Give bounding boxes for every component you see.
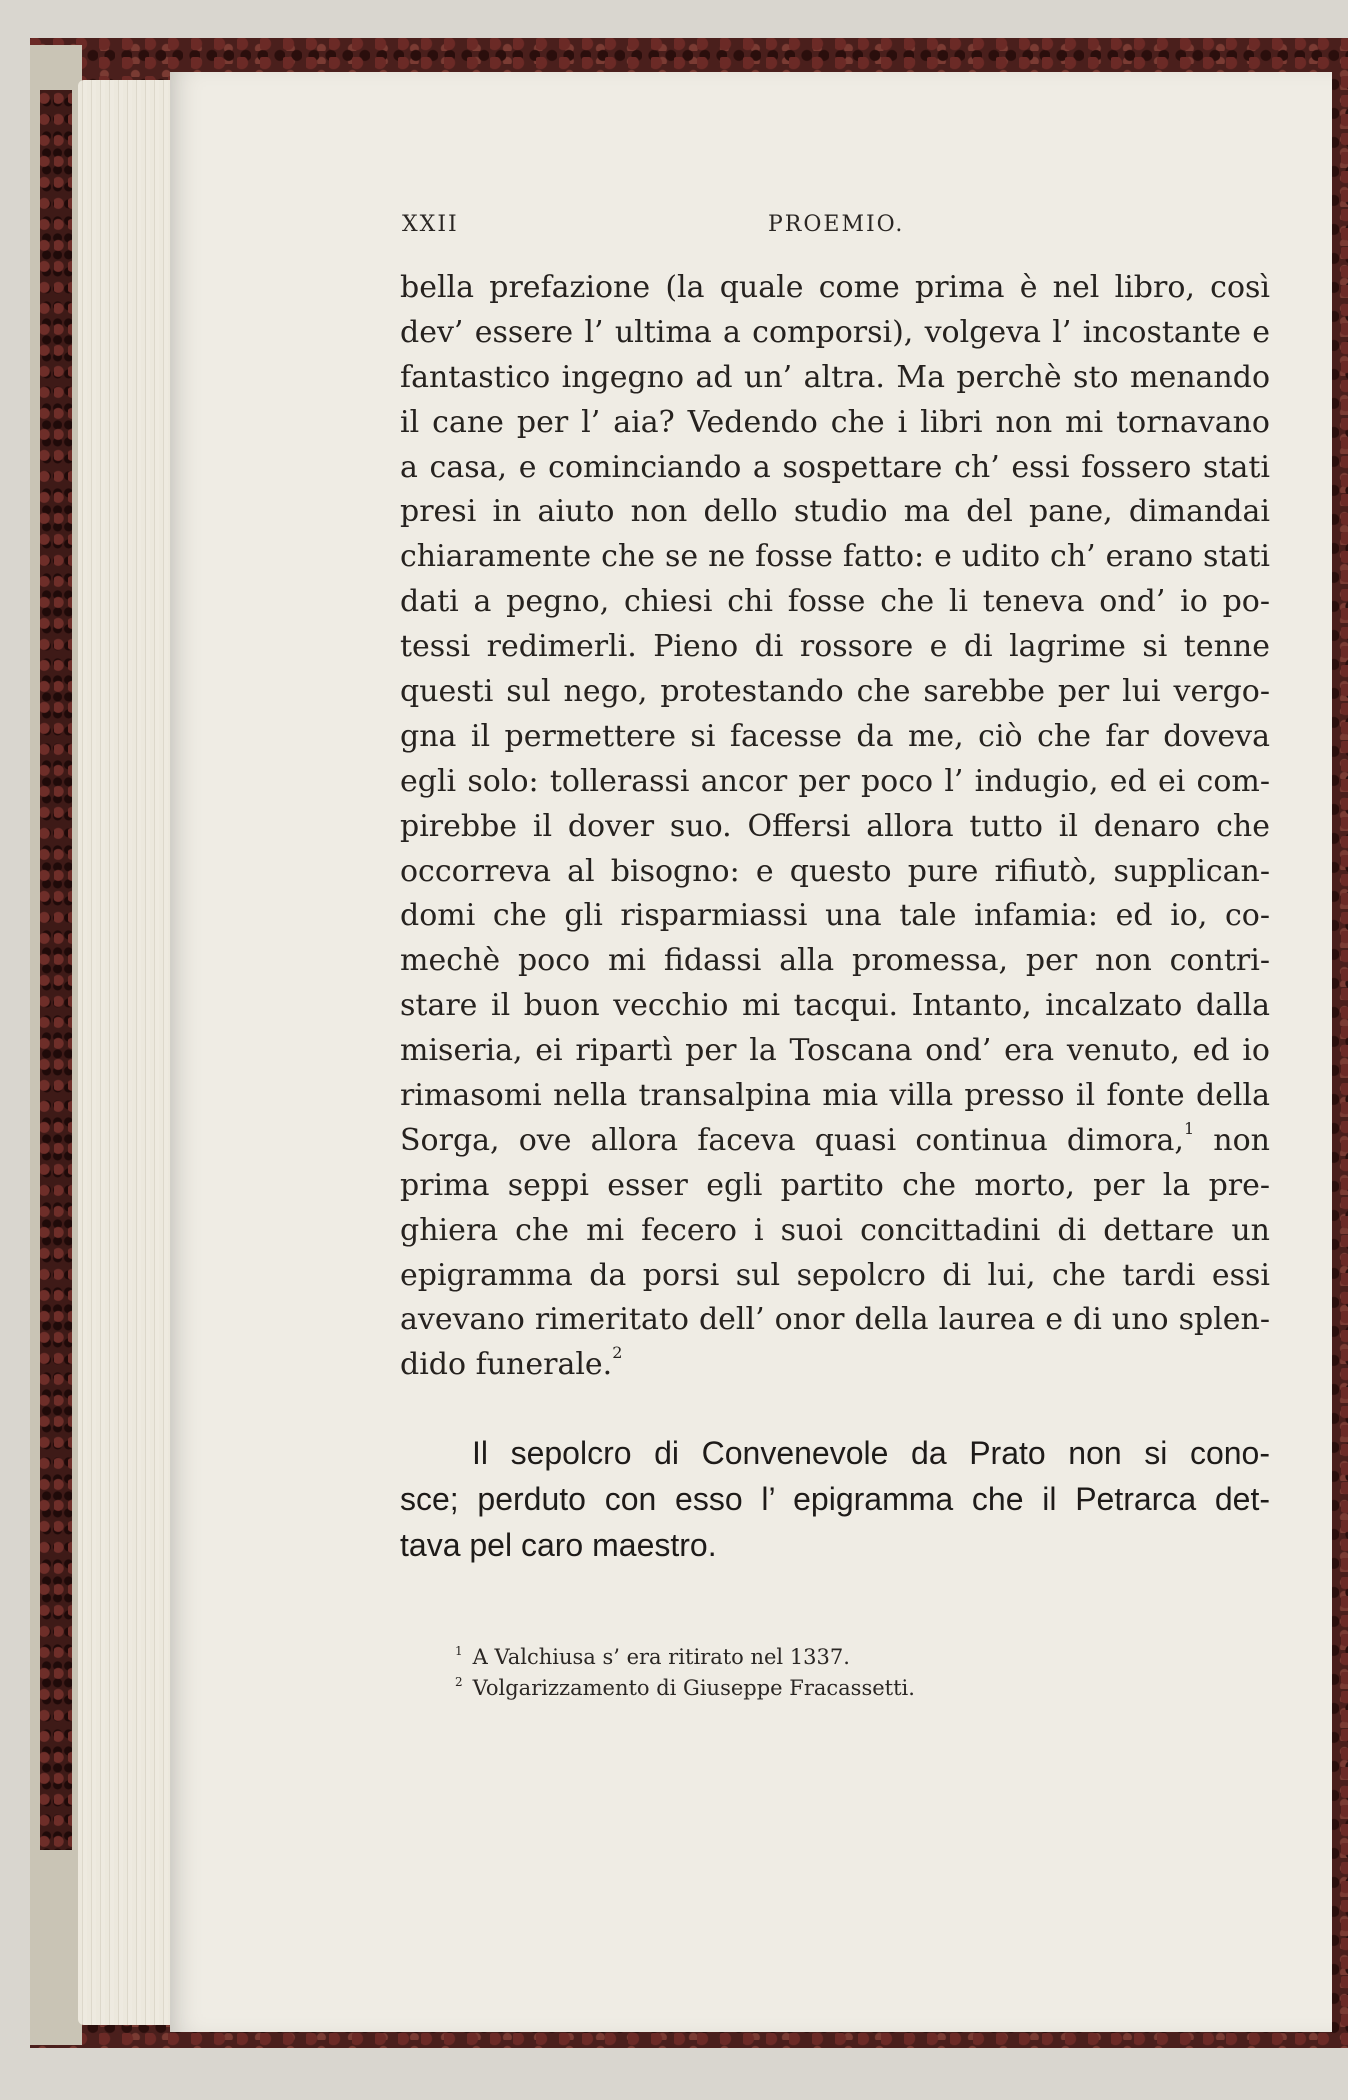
page-edges bbox=[78, 80, 178, 2025]
footnote-text: Volgarizzamento di Giuseppe Fracassetti. bbox=[472, 1676, 915, 1700]
text-line: pirebbe il dover suo. Offersi allora tutto il denaro che bbox=[400, 808, 1270, 844]
text-line-last bbox=[400, 1343, 1270, 1388]
marbled-binding bbox=[40, 90, 72, 1850]
page-number: XXII bbox=[402, 212, 459, 237]
footnote-mark: 2 bbox=[455, 1675, 463, 1689]
text-segment: non bbox=[1194, 1122, 1270, 1158]
text-line: presi in aiuto non dello studio ma del pane, dimandai bbox=[400, 494, 1270, 530]
text-segment: dido funerale. bbox=[400, 1347, 613, 1383]
text-line: occorreva al bisogno: e questo pure rifiutò, supplican- bbox=[400, 853, 1270, 889]
text-segment: Sorga, ove allora faceva quasi continua dimora, bbox=[400, 1122, 1184, 1158]
footnote bbox=[455, 1642, 1035, 1673]
text-line: domi che gli risparmiassi una tale infamia: ed io, co- bbox=[400, 898, 1270, 934]
footnotes bbox=[455, 1642, 1035, 1704]
text-line: fantastico ingegno ad un’ altra. Ma perchè sto menando bbox=[400, 359, 1270, 395]
text-line: dati a pegno, chiesi chi fosse che li teneva ond’ io po- bbox=[400, 584, 1270, 620]
footnote-mark: 1 bbox=[455, 1644, 463, 1658]
text-line: avevano rimeritato dell’ onor della laurea e di uno splen- bbox=[400, 1302, 1270, 1338]
footnote-ref-2: 2 bbox=[612, 1343, 623, 1363]
text-line: prima seppi esser egli partito che morto, per la pre- bbox=[400, 1167, 1270, 1203]
text-line: gna il permettere si facesse da me, ciò che far doveva bbox=[400, 718, 1270, 754]
editor-note bbox=[400, 1430, 1270, 1568]
footnote-text: A Valchiusa s’ era ritirato nel 1337. bbox=[472, 1645, 850, 1669]
text-line: tessi redimerli. Pieno di rossore e di lagrime si tenne bbox=[400, 629, 1270, 665]
text-line: bella prefazione (la quale come prima è nel libro, così bbox=[400, 270, 1270, 305]
footnote bbox=[455, 1673, 1035, 1704]
footnote-ref-1: 1 bbox=[1183, 1118, 1195, 1138]
text-line: rimasomi nella transalpina mia villa presso il fonte della bbox=[400, 1078, 1270, 1114]
text-line: egli solo: tollerassi ancor per poco l’ indugio, ed ei com- bbox=[400, 763, 1270, 799]
running-title: PROEMIO. bbox=[768, 212, 905, 237]
note-line: tava pel caro maestro. bbox=[400, 1527, 717, 1563]
text-line: dev’ essere l’ ultima a comporsi), volgeva l’ incostante e bbox=[400, 314, 1270, 350]
text-line-sorga bbox=[400, 1119, 1270, 1164]
text-line: a casa, e cominciando a sospettare ch’ essi fossero stati bbox=[400, 449, 1270, 485]
text-line: mechè poco mi fidassi alla promessa, per non contri- bbox=[400, 943, 1270, 979]
text-line: questi sul nego, protestando che sarebbe per lui vergo- bbox=[400, 674, 1270, 710]
text-line: miseria, ei ripartì per la Toscana ond’ era venuto, ed io bbox=[400, 1033, 1270, 1069]
text-line: chiaramente che se ne fosse fatto: e udito ch’ erano stati bbox=[400, 539, 1270, 575]
text-line: epigramma da porsi sul sepolcro di lui, che tardi essi bbox=[400, 1257, 1270, 1293]
text-line: stare il buon vecchio mi tacqui. Intanto, incalzato dalla bbox=[400, 988, 1270, 1024]
note-line: sce; perduto con esso l’ epigramma che il Petrarca det- bbox=[400, 1481, 1270, 1517]
running-header bbox=[402, 212, 905, 242]
text-line: ghiera che mi fecero i suoi concittadini di dettare un bbox=[400, 1212, 1270, 1248]
main-text bbox=[400, 266, 1270, 1388]
note-line: Il sepolcro di Convenevole da Prato non si cono- bbox=[472, 1435, 1270, 1471]
text-line: il cane per l’ aia? Vedendo che i libri non mi tornavano bbox=[400, 404, 1270, 440]
